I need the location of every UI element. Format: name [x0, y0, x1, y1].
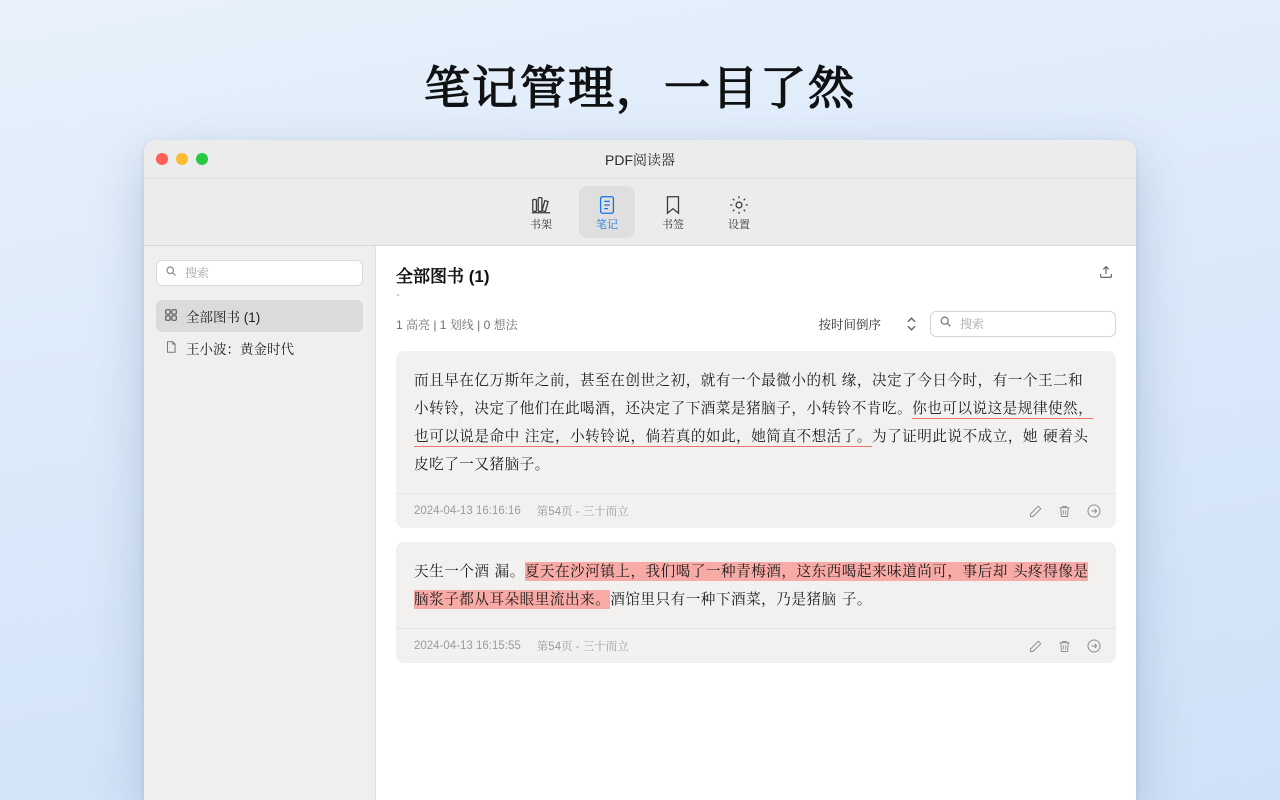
chevron-updown-icon: [907, 317, 916, 331]
sidebar-list: [156, 300, 363, 364]
notes-icon: [596, 194, 618, 216]
content-area: [376, 246, 1136, 800]
delete-icon[interactable]: [1057, 639, 1072, 654]
sidebar-search-input[interactable]: [183, 265, 354, 281]
window-titlebar: [144, 140, 1136, 179]
note-text: [396, 542, 1116, 628]
sidebar-item-book-label: 王小波：黄金时代: [186, 342, 294, 357]
annotation-stats: 1 高亮 | 1 划线 | 0 想法: [396, 317, 518, 332]
book-icon: [164, 340, 178, 357]
note-location: 第54页 - 三十而立: [536, 641, 629, 653]
sidebar-item-all-books[interactable]: [156, 300, 363, 332]
grid-icon: [164, 308, 178, 325]
note-segment-plain: 而且早在亿万斯年之前，甚至在创世之初，就有一个最微小的机 缘，决定了今日今时，有一个王二和小转铃，决定了他们在此喝酒，还决定了下酒菜是猪脑子，小转铃不肯吃。: [414, 372, 1084, 417]
sidebar: [144, 246, 376, 800]
edit-icon[interactable]: [1028, 639, 1043, 654]
note-card[interactable]: [396, 351, 1116, 528]
sort-select-label: 按时间倒序: [818, 318, 881, 332]
note-segment-plain: 酒馆里只有一种下酒菜，乃是猪脑 子。: [610, 591, 872, 608]
search-icon: [165, 264, 177, 282]
note-timestamp: 2024-04-13 16:16:16: [414, 505, 521, 517]
export-icon: [1098, 267, 1114, 284]
edit-icon[interactable]: [1028, 504, 1043, 519]
window-title: PDF阅读器: [605, 152, 675, 168]
page-headline: 笔记管理，一目了然: [424, 61, 856, 115]
sidebar-item-book[interactable]: [156, 332, 363, 364]
tab-bookmarks[interactable]: [645, 186, 701, 238]
gear-icon: [728, 194, 750, 216]
search-icon: [939, 315, 952, 333]
page-title: 全部图书 (1): [396, 267, 490, 286]
tab-notes-label: 笔记: [596, 218, 618, 231]
stats-row: [396, 311, 1116, 337]
content-header: [396, 262, 1116, 301]
note-location: 第54页 - 三十而立: [536, 506, 629, 518]
note-text: [396, 351, 1116, 493]
note-card[interactable]: [396, 542, 1116, 663]
note-footer: [396, 493, 1116, 528]
delete-icon[interactable]: [1057, 504, 1072, 519]
sidebar-item-all-books-label: 全部图书 (1): [186, 310, 261, 325]
notes-list: [396, 351, 1116, 677]
notes-search-input[interactable]: [958, 316, 1107, 332]
bookshelf-icon: [530, 194, 552, 216]
tab-settings[interactable]: [711, 186, 767, 238]
note-segment-highlight: 夏天在沙河镇上，我们喝了一种青梅酒，这东西喝起来味道尚可，事后却 头疼得像是脑浆子都从耳朵眼里流出来。: [414, 563, 1089, 608]
bookmark-icon: [662, 194, 684, 216]
tab-bookshelf[interactable]: [513, 186, 569, 238]
goto-icon[interactable]: [1086, 503, 1102, 519]
note-timestamp: 2024-04-13 16:15:55: [414, 640, 521, 652]
tab-settings-label: 设置: [728, 218, 750, 231]
app-window: [144, 140, 1136, 800]
window-body: [144, 246, 1136, 800]
note-actions: [1028, 638, 1102, 654]
tab-bookmarks-label: 书签: [662, 218, 684, 231]
goto-icon[interactable]: [1086, 638, 1102, 654]
export-button[interactable]: [1096, 262, 1116, 287]
note-footer: [396, 628, 1116, 663]
page-subtitle: -: [396, 289, 400, 301]
note-segment-plain: 天生一个酒 漏。: [414, 563, 525, 580]
note-actions: [1028, 503, 1102, 519]
content-controls: [818, 311, 1116, 337]
tab-bookshelf-label: 书架: [530, 218, 552, 231]
notes-search[interactable]: [930, 311, 1116, 337]
main-toolbar: [144, 179, 1136, 246]
sidebar-search[interactable]: [156, 260, 363, 286]
sort-select[interactable]: [818, 315, 916, 333]
note-segment-plain: 为了证明此说不成立，她 硬着头皮吃了一又猪脑子。: [414, 428, 1089, 473]
tab-notes[interactable]: [579, 186, 635, 238]
note-segment-underline: 你也可以说这是规律使然，也可以说是命中 注定，小转铃说，倘若真的如此，她简直不想活了。: [414, 400, 1094, 445]
